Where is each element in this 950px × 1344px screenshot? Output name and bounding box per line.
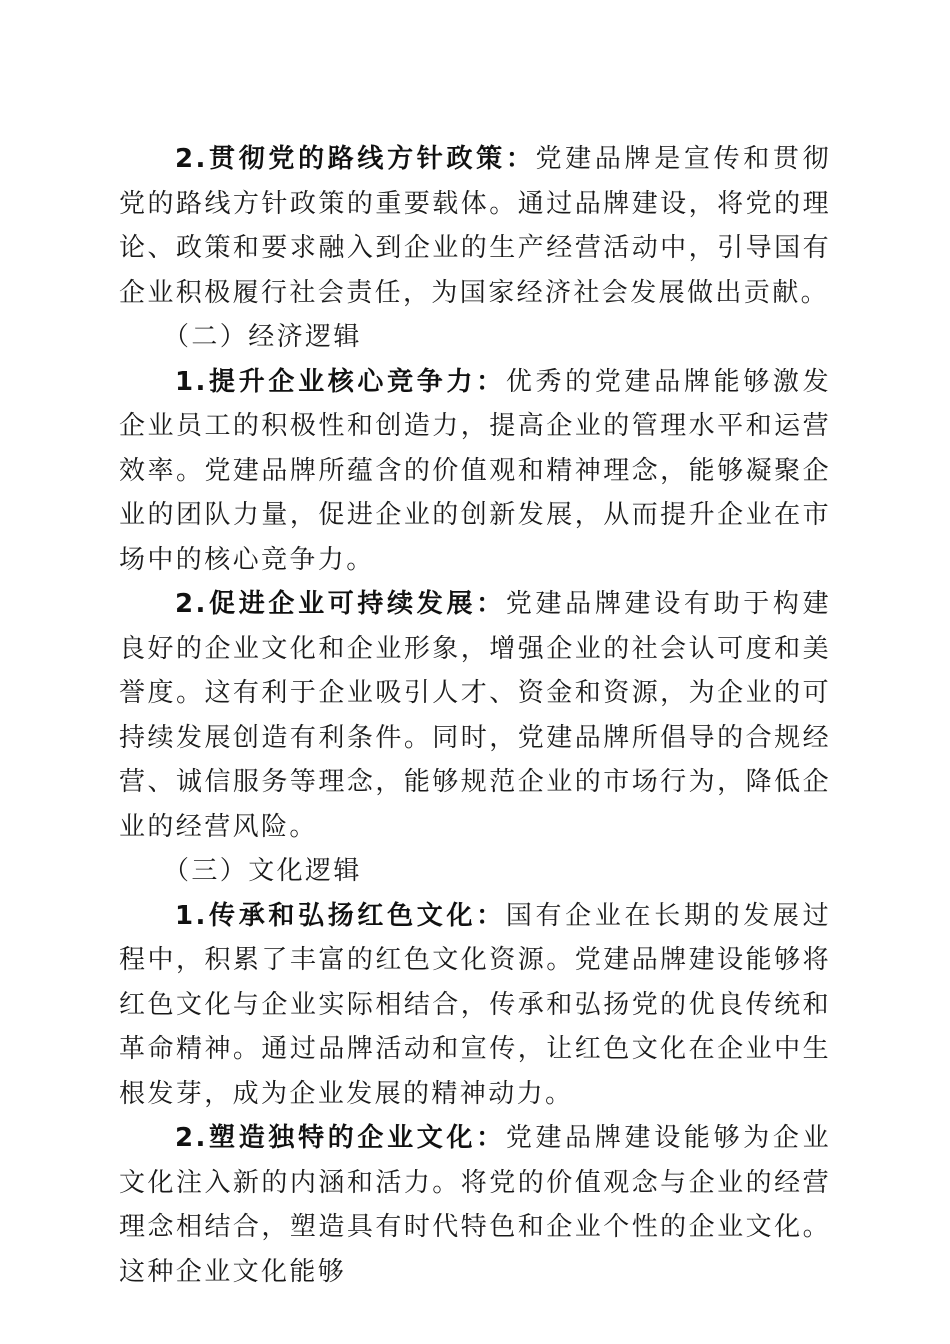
paragraph-text: 党建品牌建设有助于构建良好的企业文化和企业形象，增强企业的社会认可度和美誉度。这有利于企业吸引人才、资金和资源，为企业的可持续发展创造有利条件。同时，党建品牌所倡导的合规经营、诚信服务等理念，能够规范企业的市场行为，降低企业的经营风险。 xyxy=(119,589,831,842)
paragraph-lead: 2.贯彻党的路线方针政策： xyxy=(175,144,536,174)
paragraph-sustainable-development xyxy=(119,582,831,849)
paragraph-lead: 1.传承和弘扬红色文化： xyxy=(175,900,506,931)
paragraph-corporate-culture xyxy=(119,1116,831,1294)
paragraph-core-competitiveness xyxy=(119,360,831,583)
paragraph-text: 党建品牌是宣传和贯彻党的路线方针政策的重要载体。通过品牌建设，将党的理论、政策和要求融入到企业的生产经营活动中，引导国有企业积极履行社会责任，为国家经济社会发展做出贡献。 xyxy=(119,144,831,308)
paragraph-lead: 2.塑造独特的企业文化： xyxy=(175,1123,506,1153)
paragraph-text: 党建品牌建设能够为企业文化注入新的内涵和活力。将党的价值观念与企业的经营理念相结合，塑造具有时代特色和企业个性的企业文化。这种企业文化能够 xyxy=(119,1123,831,1287)
paragraph-text: 国有企业在长期的发展过程中，积累了丰富的红色文化资源。党建品牌建设能够将红色文化与企业实际相结合，传承和弘扬党的优良传统和革命精神。通过品牌活动和宣传，让红色文化在企业中生根发芽，成为企业发展的精神动力。 xyxy=(119,900,831,1109)
paragraph-implement-party-policy xyxy=(119,137,831,315)
paragraph-lead: 1.提升企业核心竞争力： xyxy=(175,366,506,397)
paragraph-red-culture xyxy=(119,894,831,1117)
section-heading-economic-logic: （二）经济逻辑 xyxy=(163,322,362,352)
section-heading-cultural-logic: （三）文化逻辑 xyxy=(163,856,362,886)
paragraph-text: 优秀的党建品牌能够激发企业员工的积极性和创造力，提高企业的管理水平和运营效率。党建品牌所蕴含的价值观和精神理念，能够凝聚企业的团队力量，促进企业的创新发展，从而提升企业在市场中的核心竞争力。 xyxy=(119,366,831,575)
paragraph-lead: 2.促进企业可持续发展： xyxy=(175,589,506,619)
document-body xyxy=(119,137,831,1294)
